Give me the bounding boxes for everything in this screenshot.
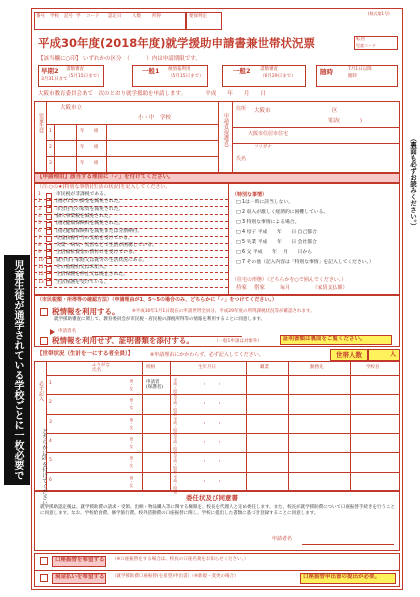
consent-sign-label: 申請者名 <box>272 536 293 542</box>
reason-checkbox[interactable] <box>46 251 52 257</box>
use-tax-sign-label: 申請者名 <box>58 329 76 334</box>
student-row-line-0 <box>46 124 218 125</box>
household-row-gender[interactable]: 男・女 <box>129 456 135 468</box>
income-header: （市民税額・所得等の確認方法）（申請理由が1、5〜5の場合のみ、どちらかに「✓」をつけてください。） <box>37 297 277 303</box>
reason-index: 2 <box>38 199 41 205</box>
special-circumstance-item[interactable]: □ 2 収入が激しく経済的に困難している。 <box>236 210 329 215</box>
household-row-school <box>354 479 374 483</box>
deadline-anytime-sub2: 随時 <box>348 74 357 79</box>
student-row-line-1 <box>46 140 218 141</box>
deadline-sub-2: 税情報利用 <box>168 67 191 72</box>
student-row-1: 1 <box>49 129 52 134</box>
cash-payment-checkbox[interactable] <box>40 574 48 582</box>
reason-index: 3 <box>38 206 41 212</box>
reason-label: 個人事業税を減免された。 <box>56 213 114 219</box>
household-row-line <box>46 394 400 395</box>
use-tax-info-desc: 就学援助審査に関して、教育委員会が市民税・府民税の課税所得等の情報を利用することに同意します。 <box>54 317 266 322</box>
student-row-3: 3 <box>49 161 52 166</box>
header-cell-7: 所得 <box>152 14 161 19</box>
student-row-line-2 <box>46 156 218 157</box>
household-row-era[interactable]: 平成・昭和 <box>173 416 179 436</box>
reason-index: 5 <box>38 221 41 227</box>
household-note: ※申請理由にかかわらず、必ず記入してください。 <box>150 352 264 358</box>
use-tax-info-title: 税情報を利用する。 <box>52 307 120 316</box>
student-grade-3: 年 <box>80 161 85 166</box>
reason-divider <box>228 183 229 295</box>
student-applicant-table <box>34 101 400 173</box>
household-row-gender[interactable]: 男・女 <box>129 398 135 410</box>
reason-checkbox[interactable] <box>46 207 52 213</box>
deadline-early-sub: 3月31日まで <box>41 77 68 82</box>
reason-checkbox[interactable] <box>46 244 52 250</box>
use-certificate-checkbox[interactable] <box>40 337 48 345</box>
form-stamp: (様式第1号) <box>368 11 390 16</box>
reason-label: 就労母子家庭又は就労の生活状況にある。 <box>56 257 148 263</box>
household-row-dob-dots: ・ ・ <box>202 459 223 466</box>
household-row-line <box>46 452 400 453</box>
reason-row-divider <box>34 287 228 288</box>
reason-index: 6 <box>38 228 41 234</box>
deadline-general2-code: 一般2 <box>233 67 251 75</box>
header-cell-1: 学校 <box>50 14 59 19</box>
use-certificate-title: 税情報を利用せず、証明書類を添付する。 <box>52 336 194 345</box>
header-cell-8: 要保判定 <box>189 14 207 19</box>
header-cell-0: 番号 <box>36 14 45 19</box>
residence-rented[interactable]: 借家 <box>254 285 266 291</box>
applicant-vertical-label: 申請者(保護者) <box>223 113 229 147</box>
header-cell-4: コード <box>86 14 100 19</box>
student-grade-line <box>76 124 77 173</box>
account-transfer-checkbox[interactable] <box>40 557 48 565</box>
household-row-index: 5 <box>49 458 52 464</box>
table-divider <box>218 101 219 173</box>
household-row-dob-dots: ・ ・ <box>202 439 223 446</box>
deadline-sub-4: 書類審査 <box>260 67 278 72</box>
reason-index: 11 <box>38 265 44 270</box>
household-row-gender[interactable]: 男・女 <box>129 417 135 429</box>
household-row-index: 4 <box>49 438 52 444</box>
consent-title: 委任状及び同意書 <box>186 494 238 502</box>
residence-header: （住宅の形態）（どちらかを○で囲んでください。） <box>232 277 347 283</box>
household-row-line <box>46 433 400 434</box>
deadline-general1-code: 一般1 <box>142 67 160 75</box>
household-row-index: 1 <box>49 381 52 386</box>
applicant-apartment: 大阪市住居市住宅 <box>248 131 289 137</box>
reason-checkbox[interactable] <box>46 236 52 242</box>
student-vertical-label: 児童生徒 <box>38 113 44 133</box>
household-row-dob-dots: ・ ・ <box>202 382 223 388</box>
household-row-era[interactable]: 平成・昭和 <box>173 435 179 455</box>
reason-label: 生活保護を受けている。 <box>56 279 109 285</box>
reason-checkbox[interactable] <box>46 273 52 279</box>
request-line: 大阪市教育委員会あて 次のとおり就学援助を申請します。 平成 年 月 日 <box>38 91 266 97</box>
household-row-era[interactable]: 平成・昭和 <box>173 474 179 494</box>
household-row-index: 2 <box>49 400 52 406</box>
reason-header: 【申請理由】該当する理由に「✓」を付けてください。 <box>37 174 174 180</box>
reason-label: その他理由又は未記入。 <box>56 265 109 270</box>
school-per-sheet-notice: 児童生徒が通学されている学校ごとに一枚必要で <box>4 255 30 485</box>
student-class-3: 組 <box>94 161 99 166</box>
reason-index: 8 <box>38 243 41 249</box>
deadline-anytime-sub: 7月1日以降 <box>348 67 372 72</box>
household-col-work: 勤務先 <box>310 365 324 370</box>
header-cell-5: 認定日 <box>108 14 122 19</box>
household-col-job: 職業 <box>260 365 269 370</box>
household-col-school: 学校名 <box>366 365 380 370</box>
household-header-line <box>46 375 400 376</box>
student-class-1: 組 <box>94 129 99 134</box>
use-tax-info-note: ※平成30年1月1日現在の申請世帯全員分、平成29年度の所得課税状況等が確認されます。 <box>132 309 315 314</box>
student-idx-line <box>54 124 55 173</box>
student-grade-2: 年 <box>80 145 85 150</box>
deadline-sub-5: （6月29日まで） <box>260 74 296 79</box>
household-col-relation: 続柄 <box>146 365 155 370</box>
reason-label: 国民健康保険料を減免または分割納付。 <box>56 228 143 234</box>
household-row-school <box>354 421 374 425</box>
reason-checkbox[interactable] <box>46 258 52 264</box>
reason-label: 市営住宅の家賃を減免された。 <box>56 206 124 212</box>
reason-index: 10 <box>38 257 44 263</box>
household-row-school <box>354 440 374 444</box>
special-circumstance-item[interactable]: □ 1は一時に該当しない。 <box>236 200 294 205</box>
reason-label: 国民年金の掛金を減免された。 <box>56 199 124 205</box>
cash-payment-note: （就学援助費口座振替(を希望)申出書）（※新規・変更の場合） <box>112 574 239 579</box>
applicant-row-line-0 <box>232 127 400 128</box>
applicant-ward: 区 <box>332 108 338 114</box>
household-header: 【世帯状況（生計を一にする者全員）】 <box>37 351 134 357</box>
header-cell-6: 人数 <box>132 14 141 19</box>
applicant-name-label: 氏名 <box>236 156 247 162</box>
cash-payment-label: 現金払いを希望する <box>55 574 105 580</box>
student-name-line <box>106 124 107 173</box>
check-either-note: どちらかに☑を付けてください。 <box>41 428 47 511</box>
use-tax-info-checkbox[interactable] <box>40 308 48 316</box>
special-circumstances-header: （特別な事情） <box>232 192 268 198</box>
special-circumstance-item[interactable]: □ 7 その他（記入内容は「特別な事情」を記入してください。） <box>236 260 374 265</box>
applicant-col-line <box>232 101 233 173</box>
household-row-era[interactable]: 平成・昭和 <box>173 378 179 397</box>
household-row-school <box>354 382 374 386</box>
header-cell-2: 記号 <box>64 14 73 19</box>
special-circumstance-item[interactable]: □ 5 失業 平成 年 日 会社都合 <box>236 240 317 245</box>
household-row-index: 3 <box>49 419 52 425</box>
deadline-instructions: 【該当欄に○印】 いずれかの区分 （ ）内は申請期限です。 <box>38 56 201 62</box>
household-row-dob-dots: ・ ・ <box>202 420 223 427</box>
student-col-line <box>46 101 47 173</box>
page-title: 平成30年度(2018年度)就学援助申請書兼世帯状況票 <box>38 36 316 50</box>
child-code-label: 児童コード <box>356 43 376 48</box>
reason-index: 4 <box>38 213 41 219</box>
special-circumstance-item[interactable]: □ 6 父 平成 年 月 日から <box>236 250 313 255</box>
household-row-era[interactable]: 平成・昭和 <box>173 397 179 417</box>
household-count-label: 世帯人数 <box>336 351 362 359</box>
reason-subheader: （注:○の★(特別な事情)(生活の状況)を記入してください。 <box>37 184 171 190</box>
household-col-dob: 生年月日 <box>198 365 216 370</box>
certificate-back-badge-text: 証明書類は裏面をご覧ください。 <box>283 336 366 342</box>
household-row-gender[interactable]: 男・女 <box>129 379 135 391</box>
reason-index: 13 <box>38 279 44 285</box>
account-transfer-label: 口座振替を希望する <box>55 557 105 563</box>
student-class-2: 組 <box>94 145 99 150</box>
household-row-dob-dots: ・ ・ <box>202 478 223 485</box>
household-row-gender[interactable]: 男・女 <box>129 475 135 487</box>
household-row-gender[interactable]: 男・女 <box>129 436 135 449</box>
application-form <box>31 8 403 590</box>
reason-label: 国民健康保険料を減免された。 <box>56 221 124 227</box>
reason-index: 7 <box>38 235 41 241</box>
header-cell-3: 学 <box>76 14 81 19</box>
reason-index: 1 <box>38 192 41 197</box>
use-certificate-note: （一般1申請は対象外） <box>214 339 262 344</box>
reason-index: 9 <box>38 250 41 256</box>
reason-checkbox[interactable] <box>46 222 52 228</box>
household-row-school <box>354 401 374 405</box>
household-row-dob-dots: ・ ・ <box>202 401 223 408</box>
deadline-sub-0: 書類審査 <box>66 67 84 72</box>
household-row-line <box>46 491 400 492</box>
household-required-label: 必ず記入 <box>38 381 44 401</box>
reason-label: 市民税が非課税である。 <box>56 192 109 197</box>
deadline-sub-1: （5月15日まで） <box>66 74 102 79</box>
reason-label: 児童扶養手当の支給を受けている。 <box>56 235 133 241</box>
reason-label: 生活福祉資金の貸付けを受けている。 <box>56 250 138 256</box>
reason-label: 失業・病気・災害などで生活が困窮している。 <box>56 243 157 249</box>
household-row-index: 6 <box>49 477 52 483</box>
reason-index: 12 <box>38 272 44 278</box>
household-row-line <box>46 414 400 415</box>
applicant-address-label: 住所 <box>236 106 247 112</box>
sign-arrow-icon <box>50 329 55 335</box>
transfer-form-badge-text: 口座振替申出書の提出が必要。 <box>303 574 381 580</box>
applicant-tel: 電話( ) <box>328 118 362 124</box>
special-circumstance-item[interactable]: □ 3 特別な事情による場合。 <box>236 220 300 225</box>
applicant-furigana: フリガナ <box>254 145 272 150</box>
deadline-early-code: 早期2 <box>41 67 59 75</box>
household-row-era[interactable]: 平成・昭和 <box>173 455 179 475</box>
applicant-row-line-1 <box>232 143 400 144</box>
household-row-line <box>46 472 400 473</box>
account-transfer-note: （※口座振替をする場合は、校長の口座名義をお知らせください。） <box>112 557 249 562</box>
household-self-label: 申請者 (保護者) <box>146 380 164 390</box>
household-count-unit: 人 <box>390 351 397 358</box>
student-grade-1: 年 <box>80 129 85 134</box>
reason-checkbox[interactable] <box>46 200 52 206</box>
special-circumstance-item[interactable]: □ 4 母子 平成 年 日 自己都合 <box>236 230 317 235</box>
rent-label: 毎月 （家賃支払額） <box>280 285 348 291</box>
student-row-2: 2 <box>49 145 52 150</box>
reason-checkbox[interactable] <box>46 229 52 235</box>
residence-owned[interactable]: 持家 <box>236 285 248 291</box>
deadline-sub-3: （5月15日まで） <box>168 74 204 79</box>
household-col-name: ふりがな 氏名 <box>92 363 110 373</box>
reason-checkbox[interactable] <box>46 280 52 286</box>
reason-checkbox[interactable] <box>46 266 52 272</box>
read-backside-notice: （裏面も必ずお読みください。） <box>409 135 417 230</box>
consent-body: 就学援助認定後は、就学援助費の請求・受領、出納・物品購入等に関する権限を、校長を代理人と定め委任します。また、校長が就学援助費について口座振替手続きを行うことに同意します。なお、学校給食費、修学旅行費、校外活動費の口座振替に関し、学校に提出した書類に基づき登録することに同意します。 <box>40 505 396 517</box>
student-city: 大阪市立 <box>60 105 83 111</box>
payment-divider <box>34 570 400 571</box>
reason-checkbox[interactable] <box>46 193 52 199</box>
applicant-city: 大阪市 <box>254 108 271 114</box>
transfer-label: 転居 <box>356 37 365 42</box>
consent-sign-line[interactable] <box>302 544 394 545</box>
deadline-anytime-code: 随時 <box>320 68 333 76</box>
reason-checkbox[interactable] <box>46 214 52 220</box>
student-school-type: 小・中 学校 <box>138 115 172 121</box>
reason-label: 生活保護を停止又は廃止された。 <box>56 272 128 278</box>
household-row-school <box>354 459 374 463</box>
